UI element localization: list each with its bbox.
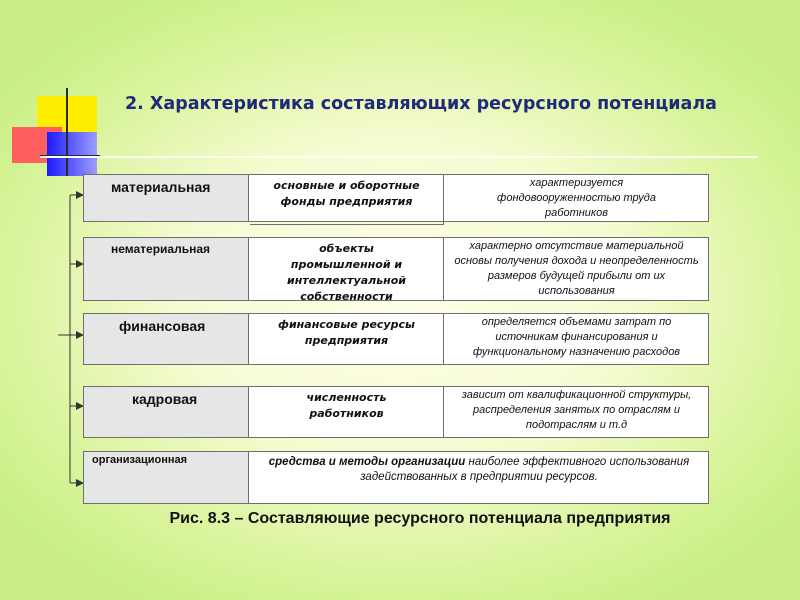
description-personnel: зависит от квалификационной структуры, распределения занятых по отраслям и подотраслям и т.д [461, 389, 692, 431]
category-personnel: кадровая [84, 387, 249, 437]
resource-financial: финансовые ресурсы предприятия [250, 314, 444, 364]
organizational-text: наиболее эффективного использования задействованных в предприятии ресурсов. [360, 456, 690, 483]
resource-intangible: объекты промышленной и интеллектуальной собственности [250, 238, 444, 300]
organizational-bold-text: средства и методы организации [268, 456, 466, 468]
category-material: материальная [84, 175, 249, 221]
description-material: характеризуется фондовооруженностью труда работников [497, 177, 656, 219]
category-organizational: организационная [84, 452, 249, 503]
page-title: 2. Характеристика составляющих ресурсного потенциала [125, 94, 717, 114]
category-financial: финансовая [84, 314, 249, 364]
resource-material: основные и оборотные фонды предприятия [250, 175, 444, 225]
category-intangible: нематериальная [84, 238, 249, 300]
row-organizational [83, 451, 709, 504]
description-intangible: характерно отсутствие материальной основы получения дохода и неопределенность размеров будущей прибыли от их использования [454, 240, 699, 297]
row-financial [83, 313, 709, 365]
row-personnel [83, 386, 709, 438]
resource-personnel: численность работников [250, 387, 444, 437]
row-material [83, 174, 709, 222]
figure-caption: Рис. 8.3 – Составляющие ресурсного потенциала предприятия [169, 510, 671, 527]
description-financial: определяется объемами затрат по источникам финансирования и функциональному назначению расходов [472, 316, 681, 358]
row-intangible [83, 237, 709, 301]
description-organizational [250, 452, 708, 503]
